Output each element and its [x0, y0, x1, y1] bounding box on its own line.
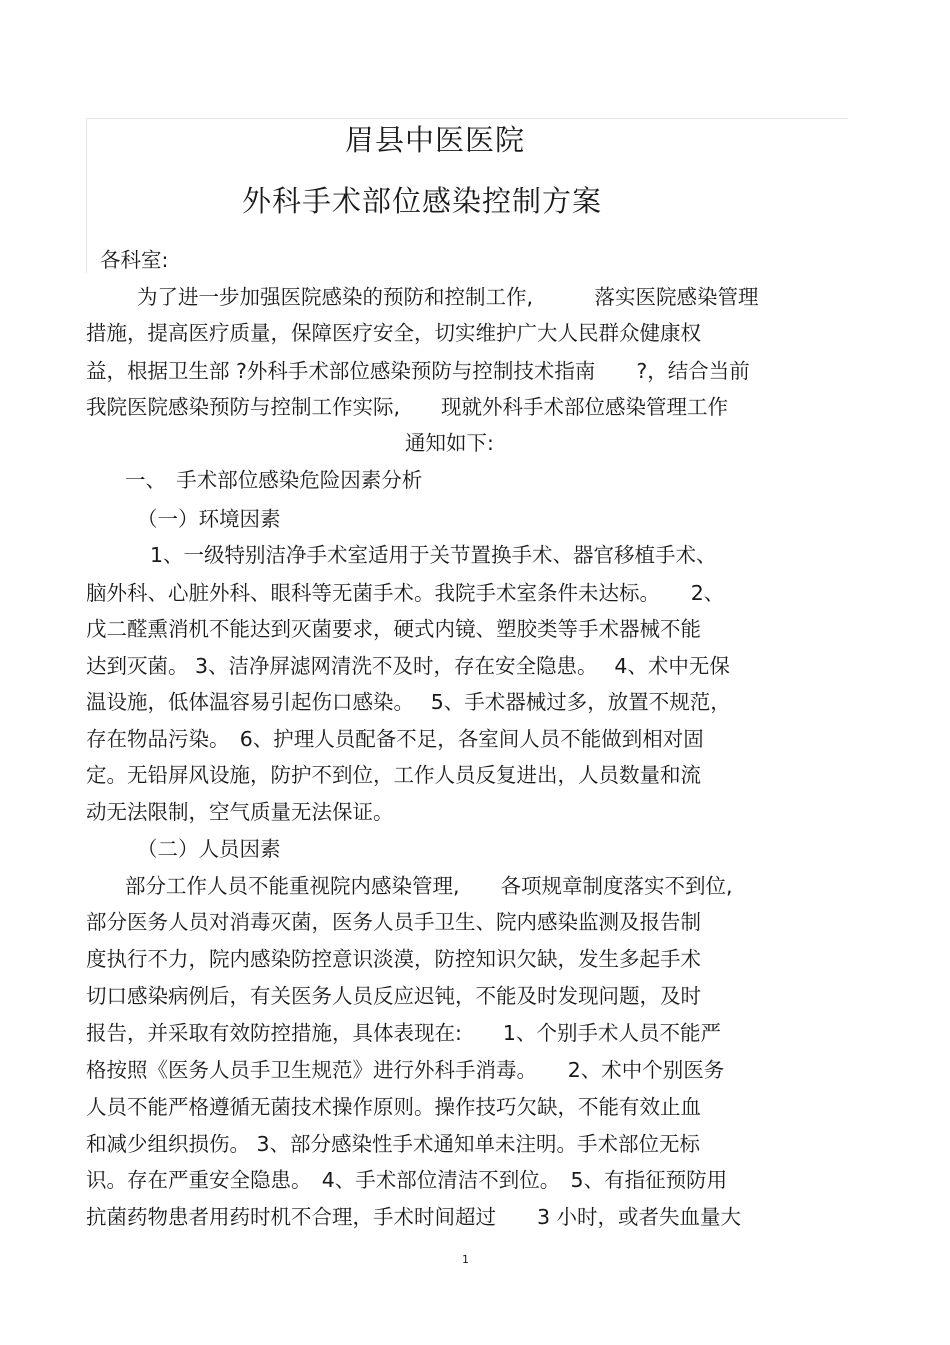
paragraph-line: 脑外科、心脏外科、眼科等无菌手术。我院手术室条件未达标。 2、 [86, 581, 725, 605]
plan-title: 外科手术部位感染控制方案 [242, 184, 603, 218]
paragraph-line: 我院医院感染预防与控制工作实际, 现就外科手术部位感染管理工作 [86, 395, 729, 419]
paragraph-line: 1、一级特别洁净手术室适用于关节置换手术、器官移植手术、 [150, 543, 717, 567]
page-number: 1 [462, 1253, 469, 1266]
paragraph-line: 为了进一步加强医院感染的预防和控制工作, 落实医院感染管理 [137, 285, 759, 309]
paragraph-line: 识。存在严重安全隐患。 4、手术部位清洁不到位。 5、有指征预防用 [86, 1168, 728, 1192]
subsection-heading-personnel: （二）人员因素 [137, 837, 281, 861]
paragraph-line: 部分工作人员不能重视院内感染管理, 各项规章制度落实不到位, [125, 874, 733, 898]
paragraph-line: 益，根据卫生部 ?外科手术部位感染预防与控制技术指南 ?，结合当前 [86, 359, 750, 383]
paragraph-line: 切口感染病例后，有关医务人员反应迟钝，不能及时发现问题，及时 [86, 984, 701, 1008]
paragraph-line: 达到灭菌。 3、洁净屏滤网清洗不及时，存在安全隐患。 4、术中无保 [86, 654, 730, 678]
paragraph-line: 人员不能严格遵循无菌技术操作原则。操作技巧欠缺，不能有效止血 [86, 1095, 701, 1119]
paragraph-line: 度执行不力，院内感染防控意识淡漠，防控知识欠缺，发生多起手术 [86, 947, 701, 971]
paragraph-line: 温设施，低体温容易引起伤口感染。 5、手术器械过多，放置不规范， [86, 690, 731, 714]
paragraph-line: 和减少组织损伤。 3、部分感染性手术通知单未注明。手术部位无标 [86, 1132, 701, 1156]
paragraph-line: 部分医务人员对消毒灭菌，医务人员手卫生、院内感染监测及报告制 [86, 910, 701, 934]
hospital-name-title: 眉县中医医院 [345, 123, 526, 157]
salutation: 各科室: [100, 248, 169, 272]
paragraph-line: 报告，并采取有效防控措施，具体表现在: 1、个别手术人员不能严 [86, 1021, 721, 1045]
paragraph-line: 动无法限制，空气质量无法保证。 [86, 800, 394, 824]
subsection-heading-environment: （一）环境因素 [137, 507, 281, 531]
section-heading-1: 一、 手术部位感染危险因素分析 [125, 468, 423, 492]
paragraph-line: 抗菌药物患者用药时机不合理，手术时间超过 3 小时，或者失血量大 [86, 1205, 742, 1229]
paragraph-line: 通知如下: [405, 431, 494, 455]
paragraph-line: 定。无铅屏风设施，防护不到位，工作人员反复进出，人员数量和流 [86, 763, 701, 787]
paragraph-line: 戊二醛熏消机不能达到灭菌要求，硬式内镜、塑胶类等手术器械不能 [86, 617, 701, 641]
page-border-left [86, 118, 87, 273]
paragraph-line: 格按照《医务人员手卫生规范》进行外科手消毒。 2、术中个别医务 [86, 1058, 725, 1082]
paragraph-line: 措施，提高医疗质量，保障医疗安全，切实维护广大人民群众健康权 [86, 321, 701, 345]
paragraph-line: 存在物品污染。 6、护理人员配备不足，各室间人员不能做到相对固 [86, 727, 704, 751]
